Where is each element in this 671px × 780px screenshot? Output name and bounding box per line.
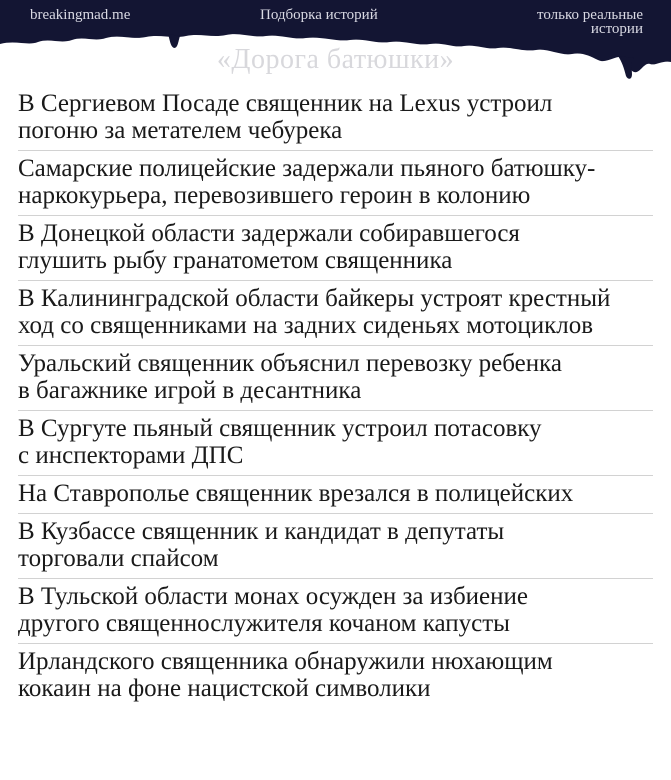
- story-item[interactable]: В Сергиевом Посаде священник на Lexus устроил погоню за метателем чебурека: [18, 86, 653, 151]
- story-item[interactable]: На Ставрополье священник врезался в полицейских: [18, 476, 653, 514]
- story-item[interactable]: В Сургуте пьяный священник устроил потасовку с инспекторами ДПС: [18, 411, 653, 476]
- story-item[interactable]: Самарские полицейские задержали пьяного батюшку- наркокурьера, перевозившего героин в колонию: [18, 151, 653, 216]
- story-item[interactable]: В Тульской области монах осужден за избиение другого священнослужителя кочаном капусты: [18, 579, 653, 644]
- header-banner: [0, 0, 671, 80]
- story-item[interactable]: В Донецкой области задержали собиравшегося глушить рыбу гранатометом священника: [18, 216, 653, 281]
- story-item[interactable]: В Калининградской области байкеры устроят крестный ход со священниками на задних сиденьях мотоциклов: [18, 281, 653, 346]
- tagline-text: только реальные истории: [537, 7, 643, 37]
- story-list: [0, 86, 671, 708]
- story-item[interactable]: В Кузбассе священник и кандидат в депутаты торговали спайсом: [18, 514, 653, 579]
- story-item[interactable]: Ирландского священника обнаружили нюхающим кокаин на фоне нацистской символики: [18, 648, 553, 702]
- page-title: «Дорога батюшки»: [216, 44, 455, 75]
- story-item[interactable]: Уральский священник объяснил перевозку ребенка в багажнике игрой в десантника: [18, 346, 653, 411]
- site-name[interactable]: breakingmad.me: [30, 7, 131, 23]
- tagline: [493, 8, 643, 36]
- section-title: Подборка историй: [260, 7, 378, 23]
